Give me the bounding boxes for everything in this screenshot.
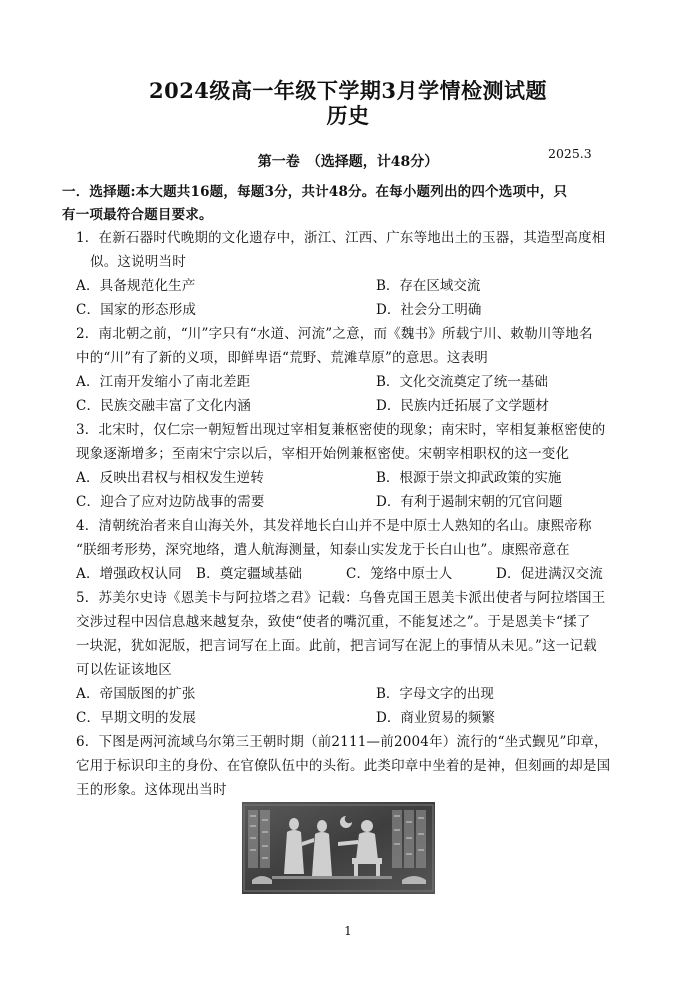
q3-stem-2: 现象逐渐增多；至南宋宁宗以后，宰相开始例兼枢密使。宋朝宰相职权的这一变化 xyxy=(76,446,570,462)
q3-option-d[interactable]: D．有利于遏制宋朝的冗官问题 xyxy=(376,494,563,510)
q5-option-c[interactable]: C．早期文明的发展 xyxy=(76,710,197,726)
q5-option-a[interactable]: A．帝国版图的扩张 xyxy=(76,686,196,702)
instruction-line-2: 有一项最符合题目要求。 xyxy=(62,207,213,223)
q2-stem-1: 2．南北朝之前，“川”字只有“水道、河流”之意，而《魏书》所载宁川、敕勒川等地名 xyxy=(76,326,593,342)
q4-option-a[interactable]: A．增强政权认同 xyxy=(76,566,182,582)
q3-stem-1: 3．北宋时，仅仁宗一朝短暂出现过宰相复兼枢密使的现象；南宋时，宰相复兼枢密使的 xyxy=(76,422,606,438)
q1-option-c[interactable]: C．国家的形态形成 xyxy=(76,302,197,318)
section-heading: 第一卷 （选择题，计48分） xyxy=(257,154,439,170)
q5-option-d[interactable]: D．商业贸易的频繁 xyxy=(376,710,495,726)
q1-option-d[interactable]: D．社会分工明确 xyxy=(376,302,482,318)
q6-stem-3: 王的形象。这体现出当时 xyxy=(76,782,227,798)
q4-option-b[interactable]: B．奠定疆域基础 xyxy=(196,566,303,582)
exam-date: 2025.3 xyxy=(548,146,592,161)
q4-stem-2: “朕细考形势，深究地络，遣人航海测量，知泰山实发龙于长白山也”。康熙帝意在 xyxy=(76,542,570,558)
exam-title: 2024级高一年级下学期3月学情检测试题 xyxy=(148,78,548,103)
q5-stem-2: 交涉过程中因信息越来越复杂，致使“使者的嘴沉重，不能复述之”。于是恩美卡“揉了 xyxy=(76,614,591,630)
q5-stem-3: 一块泥，犹如泥版，把言词写在上面。此前，把言词写在泥上的事情从未见。”这一记载 xyxy=(76,638,597,654)
q1-stem-1: 1．在新石器时代晚期的文化遗存中，浙江、江西、广东等地出土的玉器，其造型高度相 xyxy=(76,230,606,246)
q2-stem-2: 中的“川”有了新的义项，即鲜卑语“荒野、荒滩草原”的意思。这表明 xyxy=(76,350,489,366)
q6-stem-1: 6．下图是两河流域乌尔第三王朝时期（前2111—前2004年）流行的“坐式觐见”印章， xyxy=(76,734,608,750)
q2-option-c[interactable]: C．民族交融丰富了文化内涵 xyxy=(76,398,251,414)
q6-stem-2: 它用于标识印主的身份、在官僚队伍中的头衔。此类印章中坐着的是神，但刻画的却是国 xyxy=(76,758,611,774)
q2-option-b[interactable]: B．文化交流奠定了统一基础 xyxy=(376,374,548,390)
instruction-line-1: 一．选择题:本大题共16题，每题3分，共计48分。在每小题列出的四个选项中，只 xyxy=(62,184,568,200)
q2-option-d[interactable]: D．民族内迁拓展了文学题材 xyxy=(376,398,549,414)
q3-option-c[interactable]: C．迎合了应对边防战事的需要 xyxy=(76,494,265,510)
q3-option-a[interactable]: A．反映出君权与相权发生逆转 xyxy=(76,470,265,486)
q4-stem-1: 4．清朝统治者来自山海关外，其发祥地长白山并不是中原士人熟知的名山。康熙帝称 xyxy=(76,518,592,534)
q5-option-b[interactable]: B．字母文字的出现 xyxy=(376,686,494,702)
q1-stem-2: 似。这说明当时 xyxy=(90,254,186,270)
q4-option-d[interactable]: D．促进满汉交流 xyxy=(496,566,603,582)
q3-option-b[interactable]: B．根源于崇文抑武政策的实施 xyxy=(376,470,562,486)
exam-subject: 历史 xyxy=(326,103,370,128)
cylinder-seal-image xyxy=(242,802,435,894)
q1-option-a[interactable]: A．具备规范化生产 xyxy=(76,278,196,294)
q1-option-b[interactable]: B．存在区域交流 xyxy=(376,278,481,294)
q4-option-c[interactable]: C．笼络中原士人 xyxy=(346,566,453,582)
q2-option-a[interactable]: A．江南开发缩小了南北差距 xyxy=(76,374,251,390)
page-number: 1 xyxy=(344,924,352,938)
q5-stem-4: 可以佐证该地区 xyxy=(76,662,172,678)
q5-stem-1: 5．苏美尔史诗《恩美卡与阿拉塔之君》记载：乌鲁克国王恩美卡派出使者与阿拉塔国王 xyxy=(76,590,606,606)
